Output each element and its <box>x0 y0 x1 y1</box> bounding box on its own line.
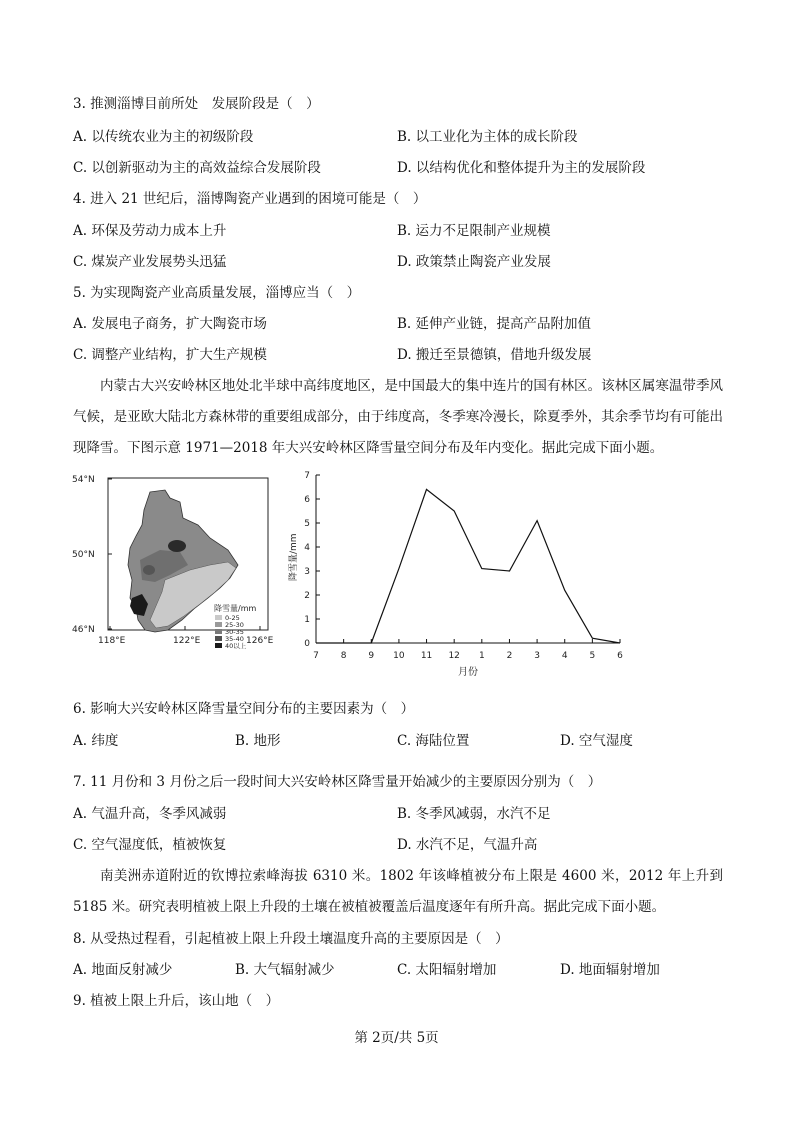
q7-option-b: B. 冬季风减弱，水汽不足 <box>397 806 551 822</box>
q8-option-d: D. 地面辐射增加 <box>560 962 660 978</box>
lon-label-122: 122°E <box>173 636 201 646</box>
x-tick-label: 5 <box>589 651 596 661</box>
chart-ticks <box>304 471 623 661</box>
legend-label: 25-30 <box>225 621 244 629</box>
q3-option-d: D. 以结构优化和整体提升为主的发展阶段 <box>397 160 646 176</box>
q8-stem: 8. 从受热过程看，引起植被上限上升段土壤温度升高的主要原因是（ ） <box>73 931 509 947</box>
x-tick-label: 9 <box>368 651 375 661</box>
q8-option-c: C. 太阳辐射增加 <box>397 962 497 978</box>
passage-chimborazo: 南美洲赤道附近的钦博拉索峰海拔 6310 米。1802 年该峰植被分布上限是 4600 米，2012 年上升到 5185 米。研究表明植被上限上升段的土壤在被植被覆盖后温度逐年有所升高。据此完成下面小题。 <box>73 868 723 915</box>
y-tick-label: 0 <box>304 639 310 649</box>
q3-option-a: A. 以传统农业为主的初级阶段 <box>73 129 254 145</box>
x-tick-label: 12 <box>448 651 460 661</box>
q5-option-c: C. 调整产业结构，扩大生产规模 <box>73 347 267 363</box>
x-tick-label: 6 <box>617 651 623 661</box>
q9-stem: 9. 植被上限上升后，该山地（ ） <box>73 993 280 1009</box>
high-snow-patch-north <box>168 540 186 552</box>
q7-option-a: A. 气温升高，冬季风减弱 <box>73 806 227 822</box>
y-tick-label: 1 <box>304 615 310 625</box>
lat-label-46: 46°N <box>72 625 95 635</box>
x-tick-label: 7 <box>313 651 319 661</box>
chart-axes <box>316 475 620 643</box>
lon-label-118: 118°E <box>98 636 126 646</box>
chart-y-axis-label: 降雪量/mm <box>289 533 299 581</box>
y-tick-label: 6 <box>304 495 310 505</box>
snowfall-series-line <box>316 489 620 643</box>
q5-option-b: B. 延伸产业链，提高产品附加值 <box>397 316 592 332</box>
x-tick-label: 11 <box>420 651 433 661</box>
high-snow-patch-west <box>143 565 155 575</box>
x-tick-label: 2 <box>506 651 513 661</box>
y-tick-label: 3 <box>304 567 310 577</box>
q6-option-a: A. 纬度 <box>73 733 119 749</box>
page-footer: 第 2页/共 5页 <box>354 1030 439 1046</box>
q3-stem: 3. 推测淄博目前所处 发展阶段是（ ） <box>73 96 320 112</box>
snowfall-map <box>70 470 280 680</box>
chart-x-axis-label: 月份 <box>458 667 478 678</box>
legend-label: 40以上 <box>225 642 247 650</box>
lon-label-126: 126°E <box>246 636 274 646</box>
q6-stem: 6. 影响大兴安岭林区降雪量空间分布的主要因素为（ ） <box>73 701 415 717</box>
q6-option-c: C. 海陆位置 <box>397 733 470 749</box>
y-tick-label: 4 <box>304 543 310 553</box>
q7-option-c: C. 空气湿度低，植被恢复 <box>73 837 227 853</box>
y-tick-label: 2 <box>304 591 310 601</box>
q5-option-d: D. 搬迁至景德镇，借地升级发展 <box>397 347 592 363</box>
map-legend-title: 降雪量/mm <box>214 604 257 613</box>
legend-swatch <box>215 622 222 627</box>
q7-stem: 7. 11 月份和 3 月份之后一段时间大兴安岭林区降雪量开始减少的主要原因分别为（ ） <box>73 774 602 790</box>
passage-daxinganling: 内蒙古大兴安岭林区地处北半球中高纬度地区，是中国最大的集中连片的国有林区。该林区属寒温带季风气候，是亚欧大陆北方森林带的重要组成部分，由于纬度高，冬季寒冷漫长，除夏季外，其余季节均有可能出现降雪。下图示意 1971—2018 年大兴安岭林区降雪量空间分布及年内变化。据此完成下面小题。 <box>73 378 723 456</box>
q4-stem: 4. 进入 21 世纪后，淄博陶瓷产业遇到的困境可能是（ ） <box>73 191 427 207</box>
q5-option-a: A. 发展电子商务，扩大陶瓷市场 <box>73 316 267 332</box>
q7-option-d: D. 水汽不足，气温升高 <box>397 837 538 853</box>
x-tick-label: 8 <box>340 651 347 661</box>
legend-label: 35-40 <box>225 635 244 643</box>
snowfall-line-chart <box>282 465 632 683</box>
legend-swatch <box>215 636 222 641</box>
q6-option-b: B. 地形 <box>235 733 281 749</box>
x-tick-label: 10 <box>393 651 405 661</box>
legend-swatch <box>215 615 222 620</box>
q4-option-a: A. 环保及劳动力成本上升 <box>73 223 227 239</box>
legend-swatch <box>215 629 222 634</box>
legend-label: 0-25 <box>225 614 240 622</box>
q4-option-c: C. 煤炭产业发展势头迅猛 <box>73 254 227 270</box>
q5-stem: 5. 为实现陶瓷产业高质量发展，淄博应当（ ） <box>73 285 361 301</box>
x-tick-label: 1 <box>478 651 485 661</box>
y-tick-label: 5 <box>304 519 310 529</box>
legend-label: 30-35 <box>225 628 244 636</box>
q3-option-b: B. 以工业化为主体的成长阶段 <box>397 129 578 145</box>
legend-swatch <box>215 643 222 648</box>
q8-option-b: B. 大气辐射减少 <box>235 962 335 978</box>
q4-option-d: D. 政策禁止陶瓷产业发展 <box>397 254 551 270</box>
x-tick-label: 3 <box>534 651 540 661</box>
y-tick-label: 7 <box>304 471 310 481</box>
q6-option-d: D. 空气湿度 <box>560 733 633 749</box>
q3-option-c: C. 以创新驱动为主的高效益综合发展阶段 <box>73 160 321 176</box>
lat-label-50: 50°N <box>72 550 95 560</box>
lat-label-54: 54°N <box>72 475 95 485</box>
x-tick-label: 4 <box>561 651 568 661</box>
q4-option-b: B. 运力不足限制产业规模 <box>397 223 551 239</box>
q8-option-a: A. 地面反射减少 <box>73 962 173 978</box>
